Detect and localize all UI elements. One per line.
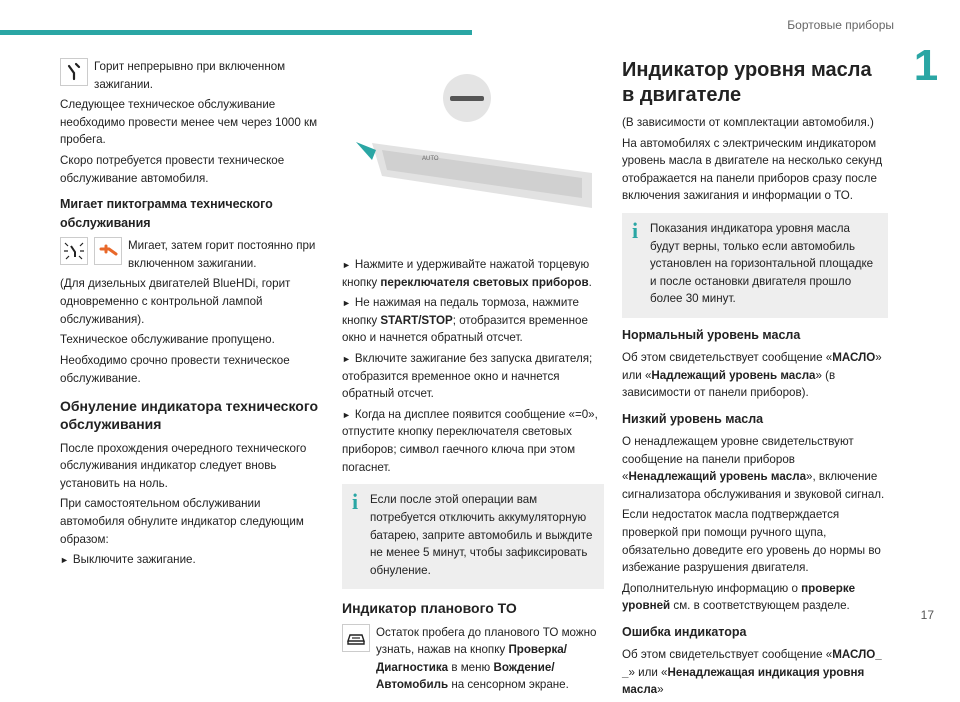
column-1 [60, 58, 328, 572]
paragraph: Скоро потребуется провести техническое обслуживание автомобиля. [60, 154, 285, 185]
step-2: ► Нажмите и удерживайте нажатой торцевую кнопку переключателя световых приборов. [342, 258, 592, 289]
paragraph: Необходимо срочно провести техническое обслуживание. [60, 353, 290, 385]
column-3 [622, 58, 888, 702]
paragraph: Об этом свидетельствует сообщение «МАСЛО_ _» или «Ненадлежащая индикация уровня масла» [622, 648, 882, 697]
arrow-bullet-icon: ► [342, 260, 351, 270]
paragraph: При самостоятельном обслуживании автомобиля обнулите индикатор следующим образом: [60, 497, 304, 546]
heading-normal-level: Нормальный уровень масла [622, 328, 801, 343]
paragraph: О ненадлежащем уровне свидетельствуют сообщение на панели приборов «Ненадлежащий уровень масла», включение сигнализатора обслуживания и звуковой сигнал. [622, 434, 885, 501]
page-number: 17 [920, 608, 934, 622]
service-flashing-block [60, 237, 328, 275]
light-stalk-illustration [342, 58, 604, 248]
paragraph: Дополнительную информацию о проверке уровней см. в соответствующем разделе. [622, 581, 856, 613]
heading-service-flashing: Мигает пиктограмма технического обслуживания [60, 197, 273, 231]
flashing-wrench-icon [60, 237, 88, 275]
step-3: ► Не нажимая на педаль тормоза, нажмите кнопку START/STOP; отобразится временное окно и начнется обратный отсчет. [342, 296, 588, 345]
service-flashing-text: Мигает, затем горит постоянно при включенном зажигании. [128, 239, 316, 270]
paragraph: (В зависимости от комплектации автомобиля.) [622, 116, 874, 129]
column-2 [342, 58, 604, 697]
info-icon: i [632, 218, 639, 244]
step-1: ► Выключите зажигание. [60, 553, 196, 567]
step-4: ► Включите зажигание без запуска двигателя; отобразится временное окно и начнется обратный отсчет. [342, 352, 593, 401]
service-lit-block [60, 58, 328, 96]
arrow-bullet-icon: ► [60, 555, 69, 566]
heading-service-reset: Обнуление индикатора технического обслуживания [60, 398, 319, 433]
paragraph: На автомобилях с электрическим индикатором уровень масла в двигателе на несколько секунд отображается на панели приборов сразу после включения зажигания и информации о ТО. [622, 136, 883, 203]
service-warning-icon [94, 237, 122, 275]
stalk-label-auto: AUTO [422, 156, 439, 162]
heading-scheduled-service: Индикатор планового ТО [342, 600, 517, 617]
wrench-icon [60, 58, 88, 96]
scheduled-service-block [342, 624, 604, 697]
info-note: i Если после этой операции вам потребуется отключить аккумуляторную батарею, заприте автомобиль и выждите не менее 5 минут, чтобы зафиксировать обнуление. [342, 484, 604, 589]
chapter-number: 1 [913, 41, 939, 90]
paragraph: Техническое обслуживание пропущено. [60, 333, 275, 347]
info-note: i Показания индикатора уровня масла будут верны, только если автомобиль установлен на горизонтальной площадке и после остановки двигателя прошло более 30 минут. [622, 213, 888, 318]
section-title: Бортовые приборы [787, 18, 894, 32]
heading-oil-level: Индикатор уровня масла в двигателе [622, 59, 872, 106]
arrow-bullet-icon: ► [342, 298, 351, 309]
arrow-bullet-icon: ► [342, 354, 351, 365]
scheduled-service-text: Остаток пробега до планового ТО можно узнать, нажав на кнопку Проверка/Диагностика в меню Вождение/Автомобиль на сенсорном экране. [376, 625, 597, 692]
header-accent-bar [0, 30, 472, 35]
paragraph: Об этом свидетельствует сообщение «МАСЛО» или «Надлежащий уровень масла» (в зависимости от панели приборов). [622, 351, 882, 400]
paragraph: Следующее техническое обслуживание необходимо провести менее чем через 1000 км пробега. [60, 98, 318, 147]
info-icon: i [352, 489, 359, 515]
paragraph: (Для дизельных двигателей BlueHDi, горит одновременно с контрольной лампой обслуживания). [60, 277, 291, 326]
car-service-icon [342, 624, 370, 697]
arrow-bullet-icon: ► [342, 409, 351, 420]
service-lit-text: Горит непрерывно при включенном зажигании. [94, 60, 286, 91]
heading-indicator-error: Ошибка индикатора [622, 625, 747, 640]
paragraph: После прохождения очередного технического обслуживания индикатор следует вновь установить на ноль. [60, 441, 307, 490]
step-5: ► Когда на дисплее появится сообщение «=0», отпустите кнопку переключателя световых приборов; символ гаечного ключа при этом погаснет. [342, 407, 598, 474]
heading-low-level: Низкий уровень масла [622, 411, 764, 426]
paragraph: Если недостаток масла подтверждается проверкой при помощи ручного щупа, обязательно доведите его уровень до нормы во избежание разрушения двигателя. [622, 508, 881, 575]
